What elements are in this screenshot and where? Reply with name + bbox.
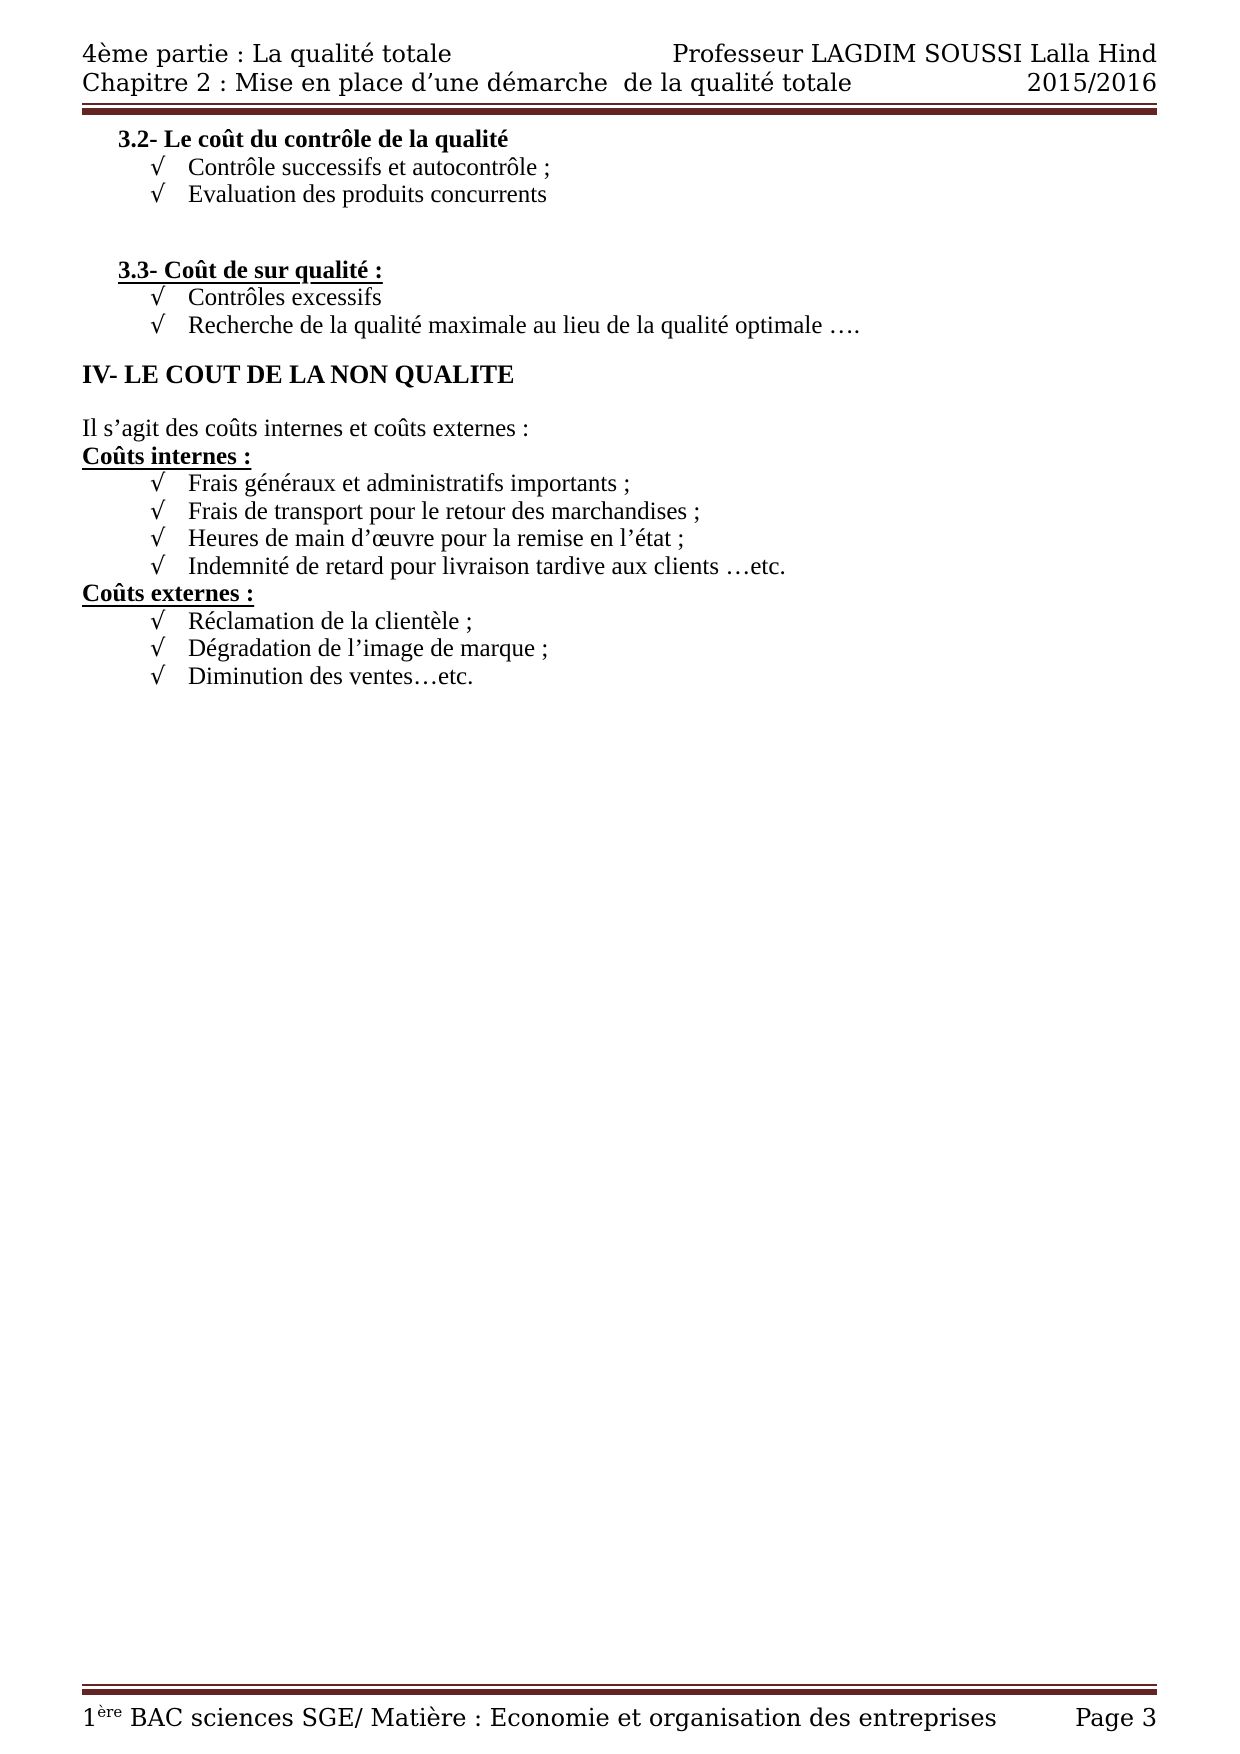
page-number: Page 3 [1075,1704,1157,1732]
section-3-2-title: 3.2- Le coût du contrôle de la qualité [118,126,509,153]
check-bullet-icon: √ [150,310,166,339]
list-item [82,312,1157,340]
list-item [82,154,1157,182]
list-item [82,498,1157,526]
footer-course-info [82,1704,997,1732]
page-header [82,40,1157,115]
list-item-text: Indemnité de retard pour livraison tardive aux clients …etc. [188,552,786,580]
check-bullet-icon: √ [150,496,166,525]
footer-ordinal: ère [97,1703,123,1721]
header-row-2 [82,69,1157,98]
list-item [82,553,1157,581]
spacer [82,389,1157,415]
list-item [82,525,1157,553]
list-item-text: Diminution des ventes…etc. [188,662,474,690]
internal-costs-title: Coûts internes : [82,442,252,470]
footer-course-number: 1 [82,1704,98,1732]
external-costs-title: Coûts externes : [82,580,255,607]
spacer [82,209,1157,257]
check-bullet-icon: √ [150,606,166,635]
list-item-text: Heures de main d’œuvre pour la remise en l’état ; [188,525,685,552]
list-item-text: Dégradation de l’image de marque ; [188,635,549,662]
section-3-3-title: 3.3- Coût de sur qualité : [118,256,383,284]
list-item [82,608,1157,636]
section-3-3-list [82,284,1157,339]
external-costs-list [82,608,1157,691]
page-footer [82,1684,1157,1732]
check-bullet-icon: √ [150,283,166,311]
check-bullet-icon: √ [150,180,166,208]
spacer [82,339,1157,361]
list-item-text: Contrôle successifs et autocontrôle ; [188,153,551,181]
check-bullet-icon: √ [150,551,166,580]
list-item-text: Evaluation des produits concurrents [188,181,547,208]
section-4-title: IV- LE COUT DE LA NON QUALITE [82,360,515,389]
check-bullet-icon: √ [150,634,166,662]
list-item [82,663,1157,691]
list-item-text: Frais généraux et administratifs importants ; [188,470,631,497]
list-item-text: Réclamation de la clientèle ; [188,607,473,635]
list-item-text: Frais de transport pour le retour des marchandises ; [188,497,701,525]
header-part-title: 4ème partie : La qualité totale [82,40,452,68]
check-bullet-icon: √ [150,469,166,497]
footer-rule [82,1684,1157,1695]
header-rule [82,103,1157,115]
header-chapter-title: Chapitre 2 : Mise en place d’une démarche de la qualité totale [82,69,852,97]
footer-row [82,1704,1157,1732]
list-item [82,181,1157,209]
list-item [82,284,1157,312]
check-bullet-icon: √ [150,152,166,181]
list-item [82,470,1157,498]
check-bullet-icon: √ [150,661,166,690]
document-body [82,126,1157,690]
list-item-text: Recherche de la qualité maximale au lieu de la qualité optimale …. [188,311,860,339]
list-item [82,635,1157,663]
list-item-text: Contrôles excessifs [188,284,382,311]
section-3-2-list [82,154,1157,209]
header-school-year: 2015/2016 [1026,69,1157,97]
header-professor: Professeur LAGDIM SOUSSI Lalla Hind [672,40,1157,68]
check-bullet-icon: √ [150,524,166,552]
footer-course-rest: BAC sciences SGE/ Matière : Economie et organisation des entreprises [122,1704,997,1732]
header-row-1 [82,40,1157,69]
internal-costs-list [82,470,1157,580]
section-4-intro: Il s’agit des coûts internes et coûts externes : [82,415,530,442]
